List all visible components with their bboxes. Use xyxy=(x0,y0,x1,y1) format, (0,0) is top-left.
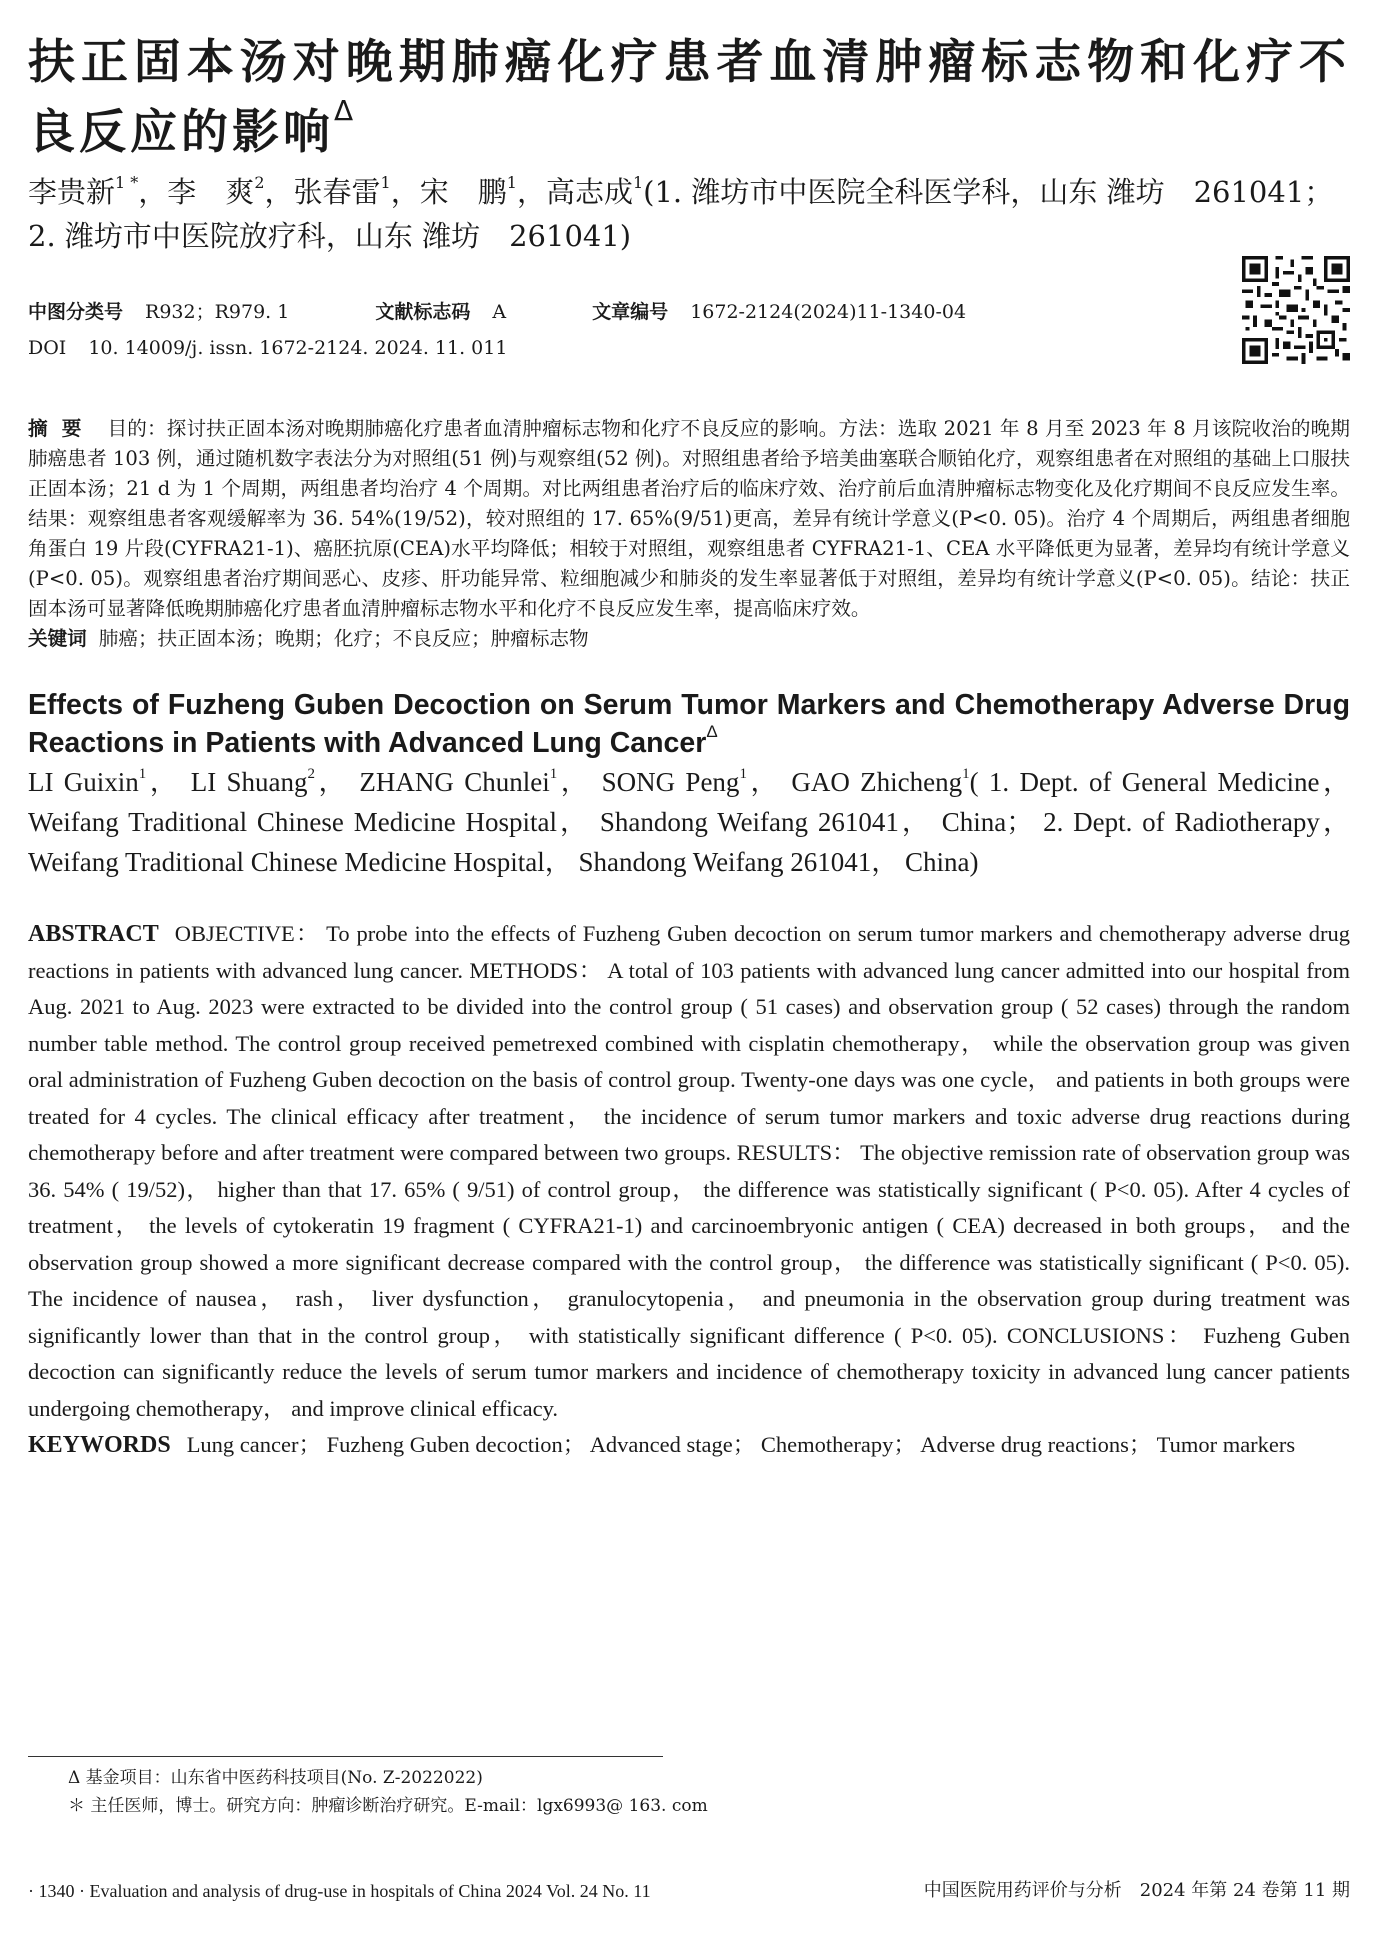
english-title xyxy=(28,686,1350,762)
author: 张春雷$^1$， xyxy=(293,173,420,209)
chinese-title xyxy=(28,28,1350,168)
english-abstract xyxy=(28,916,1350,1427)
english-affiliation: ( 1. Dept. of General Medicine， Weifang Traditional Chinese Medicine Hospital， Shandong Weifang 261041， China； 2. Dept. of Radiotherapy， Weifang Traditional Chinese Medicine Hospital， Shandong Weifang 261041， China) xyxy=(28,767,1351,877)
chinese-abstract-text: 目的：探讨扶正固本汤对晚期肺癌化疗患者血清肿瘤标志物和化疗不良反应的影响。方法：选取 2021 年 8 月至 2023 年 8 月该院收治的晚期肺癌患者 103 例，通过随机数字表法分为对照组(51 例)与观察组(52 例)。对照组患者给予培美曲塞联合顺铂化疗，观察组患者在对照组的基础上口服扶正固本汤；21 d 为 1 个周期，两组患者均治疗 4 个周期。对比两组患者治疗后的临床疗效、治疗前后血清肿瘤标志物变化及化疗期间不良反应发生率。结果：观察组患者客观缓解率为 36. 54%(19/52)，较对照组的 17. 65%(9/51)更高，差异有统计学意义(P<0. 05)。治疗 4 个周期后，两组患者细胞角蛋白 19 片段(CYFRA21-1)、癌胚抗原(CEA)水平均降低；相较于对照组，观察组患者 CYFRA21-1、CEA 水平降低更为显著，差异均有统计学意义(P<0. 05)。观察组患者治疗期间恶心、皮疹、肝功能异常、粒细胞减少和肺炎的发生率显著低于对照组，差异均有统计学意义(P<0. 05)。结论：扶正固本汤可显著降低晚期肺癌化疗患者血清肿瘤标志物水平和化疗不良反应发生率，提高临床疗效。 xyxy=(28,417,1350,620)
article-no-value: 1672-2124(2024)11-1340-04 xyxy=(690,301,967,323)
author: 李 爽$^2$， xyxy=(167,173,294,209)
chinese-authors xyxy=(28,170,1350,258)
footnotes xyxy=(68,1764,708,1820)
doc-code-value: A xyxy=(492,301,507,323)
footnote-divider xyxy=(28,1756,663,1757)
chinese-keywords xyxy=(28,624,1350,654)
fund-footnote: Δ 基金项目：山东省中医药科技项目(No. Z-2022022) xyxy=(68,1768,483,1788)
chinese-title-text: 扶正固本汤对晚期肺癌化疗患者血清肿瘤标志物和化疗不良反应的影响 xyxy=(28,35,1350,160)
article-page xyxy=(28,0,1350,1940)
footer-journal-english: · 1340 · Evaluation and analysis of drug-use in hospitals of China 2024 Vol. 24 No. 11 xyxy=(28,1881,651,1901)
english-title-text: Effects of Fuzheng Guben Decoction on Serum Tumor Markers and Chemotherapy Adverse Drug Reactions in Patients with Advanced Lung Cancer xyxy=(28,689,1350,759)
chinese-affiliation: (1. 潍坊市中医院全科医学科，山东 潍坊 261041；2. 潍坊市中医院放疗科，山东 潍坊 261041) xyxy=(28,175,1334,253)
author: LI Guixin$^1$， xyxy=(28,766,191,797)
author: LI Shuang$^2$， xyxy=(190,766,360,797)
author: 李贵新$^{1 *}$， xyxy=(28,173,168,209)
doc-code-label: 文献标志码 xyxy=(375,301,471,323)
corresponding-author-footnote: ＊ 主任医师，博士。研究方向：肿瘤诊断治疗研究。E-mail：lgx6993@ 163. com xyxy=(68,1796,708,1816)
english-keywords-label: KEYWORDS xyxy=(28,1432,171,1458)
footer-journal-chinese: 中国医院用药评价与分析 2024 年第 24 卷第 11 期 xyxy=(923,1880,1350,1901)
chinese-keywords-text: 肺癌；扶正固本汤；晚期；化疗；不良反应；肿瘤标志物 xyxy=(98,627,589,650)
english-abstract-label: ABSTRACT xyxy=(28,921,159,947)
doi-label: DOI xyxy=(28,337,67,359)
english-abstract-text: OBJECTIVE： To probe into the effects of Fuzheng Guben decoction on serum tumor markers and chemotherapy adverse drug reactions in patients with advanced lung cancer. METHODS： A total of 103 patients with advanced lung cancer admitted into our hospital from Aug. 2021 to Aug. 2023 were extracted to be divided into the control group ( 51 cases) and observation group ( 52 cases) through the random number table method. The control group received pemetrexed combined with cisplatin chemotherapy， while the observation group was given oral administration of Fuzheng Guben decoction on the basis of control group. Twenty-one days was one cycle， and patients in both groups were treated for 4 cycles. The clinical efficacy after treatment， the incidence of serum tumor markers and toxic adverse drug reactions during chemotherapy before and after treatment were compared between two groups. RESULTS： The objective remission rate of observation group was 36. 54% ( 19/52)， higher than that 17. 65% ( 9/51) of control group， the difference was statistically significant ( P<0. 05). After 4 cycles of treatment， the levels of cytokeratin 19 fragment ( CYFRA21-1) and carcinoembryonic antigen ( CEA) decreased in both groups， and the observation group showed a more significant decrease compared with the control group， the difference was statistically significant ( P<0. 05). The incidence of nausea， rash， liver dysfunction， granulocytopenia， and pneumonia in the observation group during treatment was significantly lower than that in the control group， with statistically significant difference ( P<0. 05). CONCLUSIONS： Fuzheng Guben decoction can significantly reduce the levels of serum tumor markers and incidence of chemotherapy toxicity in advanced lung cancer patients undergoing chemotherapy， and improve clinical efficacy. xyxy=(28,921,1350,1421)
author: ZHANG Chunlei$^1$， xyxy=(359,766,602,797)
classification-row xyxy=(28,294,1350,330)
qr-code-icon[interactable] xyxy=(1242,256,1350,364)
english-keywords xyxy=(28,1427,1350,1464)
english-keywords-text: Lung cancer； Fuzheng Guben decoction； Advanced stage； Chemotherapy； Adverse drug reactions； Tumor markers xyxy=(186,1432,1296,1457)
english-authors xyxy=(28,762,1350,882)
fund-mark: Δ xyxy=(334,94,358,127)
clc-value: R932；R979. 1 xyxy=(145,301,290,323)
english-fund-mark: Δ xyxy=(706,722,718,741)
author: 高志成$^1$ xyxy=(545,173,644,209)
doi-row xyxy=(28,330,1350,366)
clc-label: 中图分类号 xyxy=(28,301,124,323)
author: SONG Peng$^1$， xyxy=(601,766,792,797)
article-no-label: 文章编号 xyxy=(592,301,669,323)
author: 宋 鹏$^1$， xyxy=(419,173,546,209)
article-metadata xyxy=(28,294,1350,394)
doi-value: 10. 14009/j. issn. 1672-2124. 2024. 11. 011 xyxy=(88,337,508,359)
chinese-abstract xyxy=(28,414,1350,624)
author: GAO Zhicheng$^1$ xyxy=(791,766,970,797)
abstract-label: 摘要 xyxy=(28,417,96,440)
keywords-label: 关键词 xyxy=(28,627,87,650)
